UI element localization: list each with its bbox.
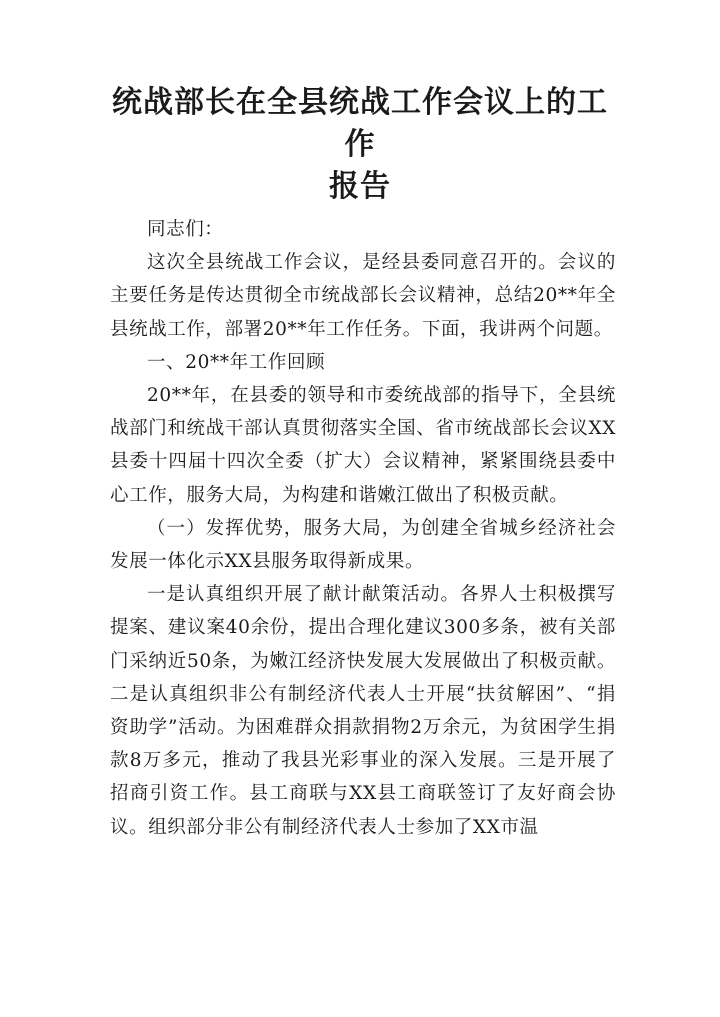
document-body: [110, 213, 616, 844]
paragraph-activities: 一是认真组织开展了献计献策活动。各界人士积极撰写提案、建议案40余份，提出合理化建议300多条，被有关部门采纳近50条，为嫩江经济快发展大发展做出了积极贡献。二是认真组织非公有制经济代表人士开展“扶贫解困”、“捐资助学”活动。为困难群众捐款捐物2万余元，为贫困学生捐款8万多元，推动了我县光彩事业的深入发展。三是开展了招商引资工作。县工商联与XX县工商联签订了友好商会协议。组织部分非公有制经济代表人士参加了XX市温: [110, 584, 616, 838]
salutation: 同志们：: [147, 219, 224, 240]
section-heading: 一、20**年工作回顾: [147, 351, 326, 373]
title-line-2: 报告: [329, 169, 391, 204]
paragraph-intro: 这次全县统战工作会议，是经县委同意召开的。会议的主要任务是传达贯彻全市统战部长会议精神，总结20**年全县统战工作，部署20**年工作任务。下面，我讲两个问题。: [110, 252, 616, 340]
subsection-heading: （一）发挥优势，服务大局，为创建全省城乡经济社会发展一体化示XX县服务取得新成果。: [110, 517, 616, 573]
paragraph-review: 20**年，在县委的领导和市委统战部的指导下，全县统战部门和统战干部认真贯彻落实全国、省市统战部长会议XX县委十四届十四次全委（扩大）会议精神，紧紧围绕县委中心工作，服务大局，为构建和谐嫩江做出了积极贡献。: [110, 385, 616, 506]
document-title: [100, 82, 620, 208]
title-line-1: 统战部长在全县统战工作会议上的工作: [112, 85, 608, 162]
